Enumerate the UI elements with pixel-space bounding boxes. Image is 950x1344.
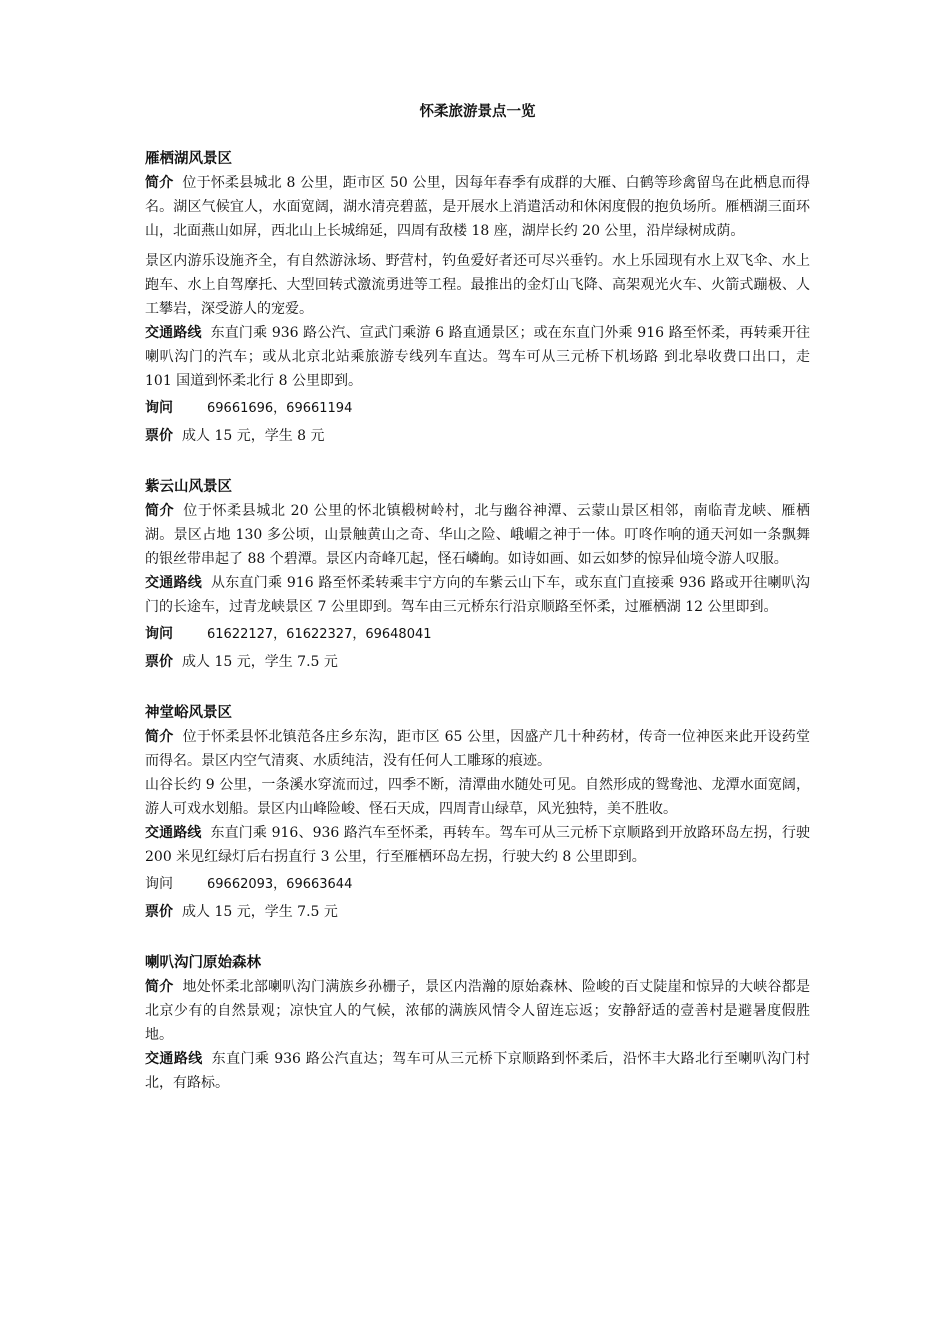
document-page <box>145 100 810 1122</box>
phone-numbers: 69662093，69663644 <box>207 877 353 892</box>
intro-label: 简介 <box>145 729 174 745</box>
ticket-row <box>145 650 810 674</box>
ticket-row <box>145 900 810 924</box>
section-title: 紫云山风景区 <box>145 479 232 495</box>
transport-label: 交通路线 <box>145 1051 203 1067</box>
intro-text: 地处怀柔北部喇叭沟门满族乡孙栅子，景区内浩瀚的原始森林、险峻的百丈陡崖和惊异的大峡谷都是北京少有的自然景观；凉快宜人的气候，浓郁的满族风情令人留连忘返；安静舒适的壹善村是避暑度假胜地。 <box>145 979 811 1043</box>
section-ziyunshan <box>145 475 810 674</box>
intro-label: 简介 <box>145 175 174 191</box>
intro-paragraph-2: 山谷长约 9 公里，一条溪水穿流而过，四季不断，清潭曲水随处可见。自然形成的鸳鸯池、龙潭水面宽阔，游人可戏水划船。景区内山峰险峻、怪石天成，四周青山绿草，风光独特，美不胜收。 <box>145 777 810 817</box>
inquiry-label: 询问 <box>145 876 173 892</box>
phone-numbers: 69661696，69661194 <box>207 401 353 416</box>
phone-numbers: 61622127，61622327，69648041 <box>207 627 432 642</box>
intro-paragraph <box>145 171 810 243</box>
inquiry-row <box>145 622 810 647</box>
section-yanqihu <box>145 147 810 448</box>
intro-label: 简介 <box>145 979 174 995</box>
inquiry-row <box>145 396 810 421</box>
transport-label: 交通路线 <box>145 825 202 841</box>
transport-text: 东直门乘 936 路公汽直达；驾车可从三元桥下京顺路到怀柔后，沿怀丰大路北行至喇叭沟门村北，有路标。 <box>145 1051 810 1091</box>
transport-paragraph <box>145 321 810 393</box>
intro-text: 位于怀柔县城北 20 公里的怀北镇椴树岭村，北与幽谷神潭、云蒙山景区相邻，南临青龙峡、雁栖湖。景区占地 130 多公顷，山景触黄山之奇、华山之险、峨嵋之神于一体。叮咚作响的通天河如一条飘舞的银丝带串起了 88 个碧潭。景区内奇峰兀起，怪石嶙峋。如诗如画、如云如梦的惊异仙境令游人叹服。 <box>145 503 811 567</box>
section-title: 雁栖湖风景区 <box>145 151 232 167</box>
intro-paragraph-2: 景区内游乐设施齐全，有自然游泳场、野营村，钓鱼爱好者还可尽兴垂钓。水上乐园现有水上双飞伞、水上跑车、水上自驾摩托、大型回转式激流勇进等工程。最推出的金灯山飞降、高架观光火车、火箭式蹦极、人工攀岩，深受游人的宠爱。 <box>145 253 810 317</box>
intro-paragraph <box>145 725 810 773</box>
transport-text: 从东直门乘 916 路至怀柔转乘丰宁方向的车紫云山下车，或东直门直接乘 936 路或开往喇叭沟门的长途车，过青龙峡景区 7 公里即到。驾车由三元桥东行沿京顺路至怀柔，过雁栖湖 12 公里即到。 <box>145 575 810 615</box>
ticket-label: 票价 <box>145 428 173 444</box>
section-labagoumen <box>145 951 810 1095</box>
inquiry-label: 询问 <box>145 400 173 416</box>
transport-paragraph <box>145 571 810 619</box>
ticket-price: 成人 15 元，学生 7.5 元 <box>182 904 338 920</box>
transport-text: 东直门乘 916、936 路汽车至怀柔，再转车。驾车可从三元桥下京顺路到开放路环岛左拐，行驶 200 米见红绿灯后右拐直行 3 公里，行至雁栖环岛左拐，行驶大约 8 公里即到。 <box>145 825 810 865</box>
section-title: 喇叭沟门原始森林 <box>145 955 261 971</box>
ticket-label: 票价 <box>145 654 173 670</box>
document-title: 怀柔旅游景点一览 <box>419 104 536 120</box>
transport-label: 交通路线 <box>145 325 202 341</box>
intro-paragraph <box>145 499 810 571</box>
transport-text: 东直门乘 936 路公汽、宣武门乘游 6 路直通景区；或在东直门外乘 916 路至怀柔，再转乘开往喇叭沟门的汽车；或从北京北站乘旅游专线列车直达。驾车可从三元桥下机场路 到北皋收费口出口，走 101 国道到怀柔北行 8 公里即到。 <box>145 325 810 389</box>
transport-label: 交通路线 <box>145 575 202 591</box>
intro-paragraph <box>145 975 810 1047</box>
intro-text: 位于怀柔县城北 8 公里，距市区 50 公里，因每年春季有成群的大雁、白鹤等珍禽留鸟在此栖息而得名。湖区气候宜人，水面宽阔，湖水清亮碧蓝，是开展水上消遣活动和休闲度假的抱负场所。雁栖湖三面环山，北面燕山如屏，西北山上长城绵延，四周有敌楼 18 座，湖岸长约 20 公里，沿岸绿树成荫。 <box>145 175 810 239</box>
ticket-row <box>145 424 810 448</box>
ticket-price: 成人 15 元，学生 7.5 元 <box>182 654 338 670</box>
transport-paragraph <box>145 1047 810 1095</box>
intro-text: 位于怀柔县怀北镇范各庄乡东沟，距市区 65 公里，因盛产几十种药材，传奇一位神医来此开设药堂而得名。景区内空气清爽、水质纯洁，没有任何人工雕琢的痕迹。 <box>145 729 810 769</box>
section-title: 神堂峪风景区 <box>145 705 232 721</box>
ticket-price: 成人 15 元，学生 8 元 <box>182 428 325 444</box>
inquiry-label: 询问 <box>145 626 173 642</box>
section-shentangyu <box>145 701 810 924</box>
transport-paragraph <box>145 821 810 869</box>
intro-label: 简介 <box>145 503 175 519</box>
ticket-label: 票价 <box>145 904 173 920</box>
inquiry-row <box>145 872 810 897</box>
